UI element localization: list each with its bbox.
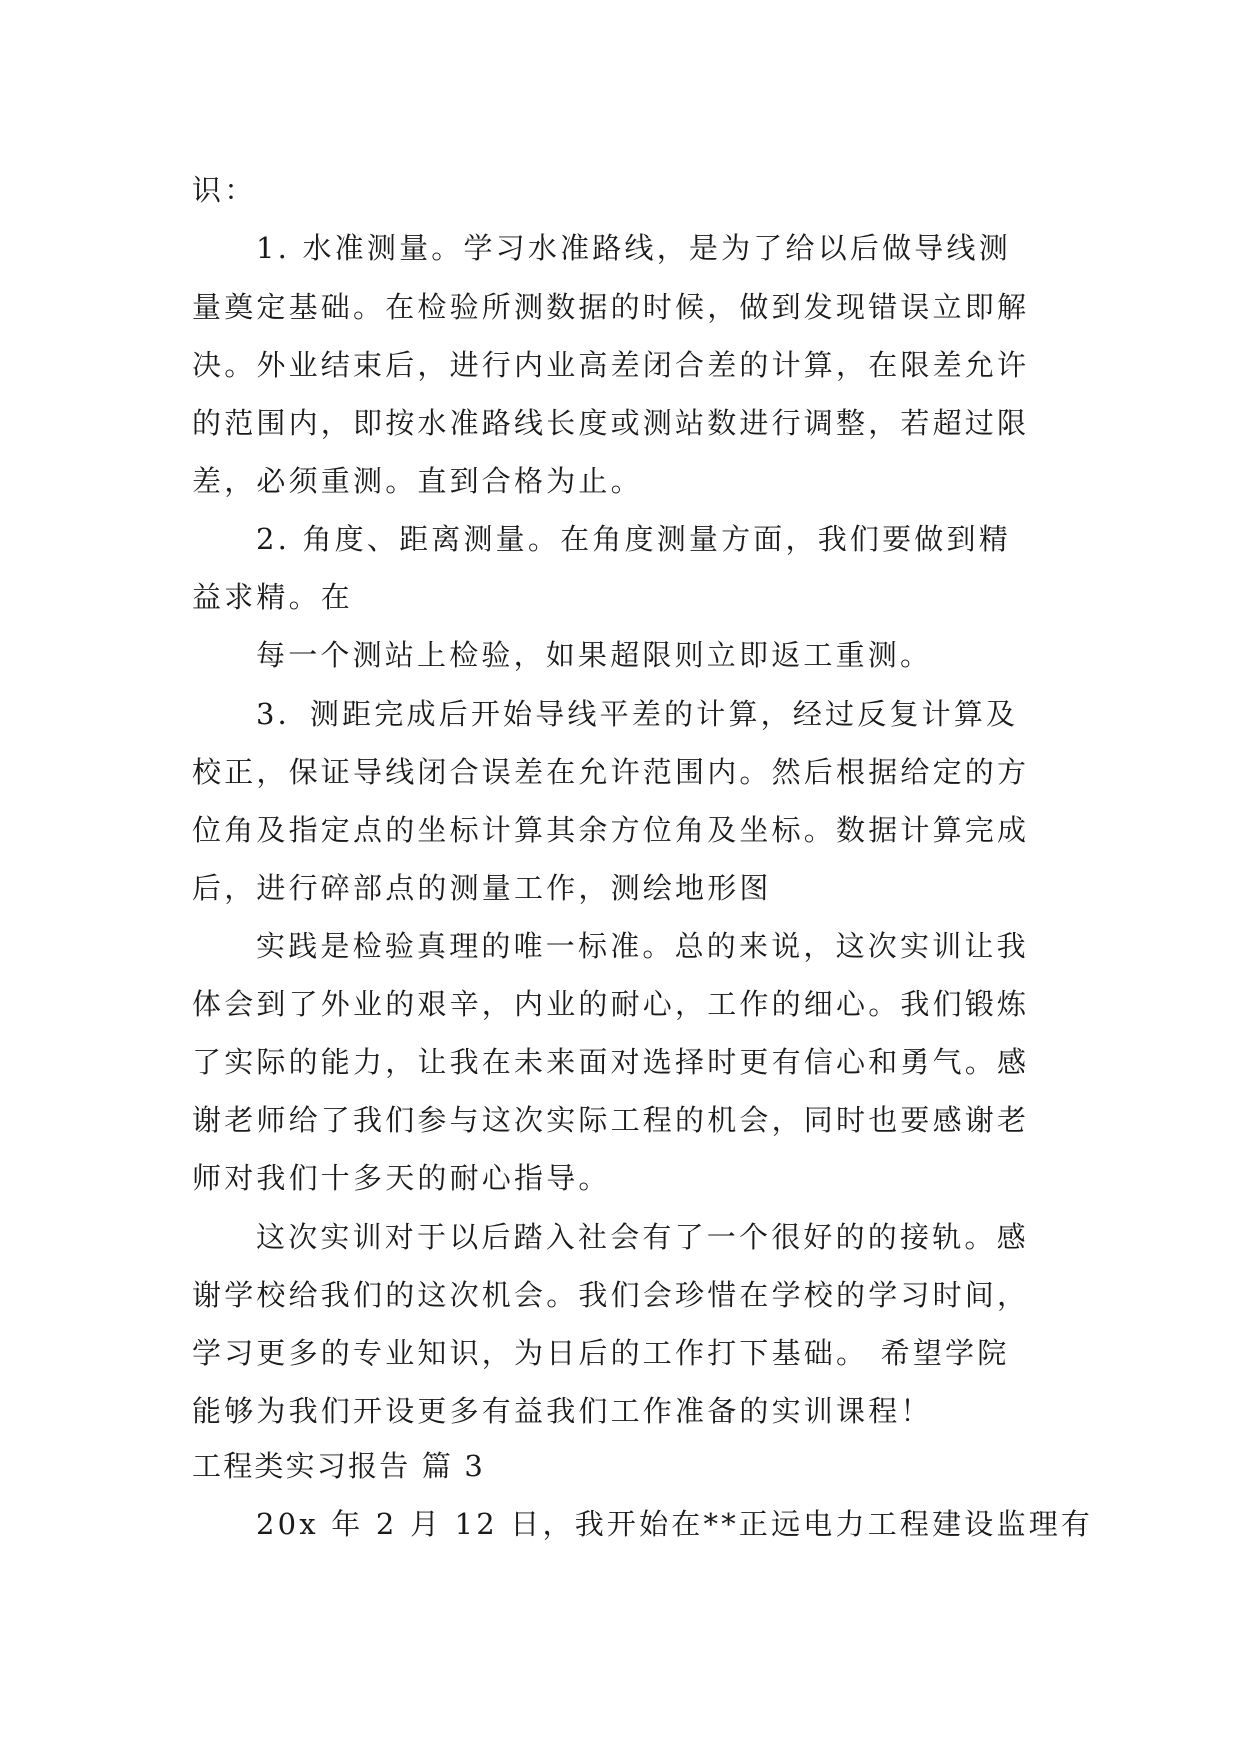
text-line: 后，进行碎部点的测量工作，测绘地形图 [192,871,772,905]
text-line: 体会到了外业的艰辛，内业的耐心，工作的细心。我们锻炼 [192,987,1030,1021]
text-line: 识： [192,173,257,207]
section-heading: 工程类实习报告 篇 3 [192,1449,486,1483]
text-line: 决。外业结束后，进行内业高差闭合差的计算，在限差允许 [192,348,1030,382]
text-line: 20x 年 2 月 12 日，我开始在**正远电力工程建设监理有 [256,1507,1094,1541]
text-line: 能够为我们开设更多有益我们工作准备的实训课程！ [192,1394,933,1428]
text-line: 1. 水准测量。学习水准路线，是为了给以后做导线测 [256,231,1011,265]
text-line: 实践是检验真理的唯一标准。总的来说，这次实训让我 [256,929,1029,963]
text-line: 每一个测站上检验，如果超限则立即返工重测。 [256,638,933,672]
text-line: 师对我们十多天的耐心指导。 [192,1161,611,1195]
text-line: 2. 角度、距离测量。在角度测量方面，我们要做到精 [256,522,1011,556]
text-line: 谢老师给了我们参与这次实际工程的机会，同时也要感谢老 [192,1103,1030,1137]
text-line: 量奠定基础。在检验所测数据的时候，做到发现错误立即解 [192,290,1030,324]
text-line: 谢学校给我们的这次机会。我们会珍惜在学校的学习时间， [192,1278,1030,1312]
text-line: 校正，保证导线闭合误差在允许范围内。然后根据给定的方 [192,755,1030,789]
text-line: 这次实训对于以后踏入社会有了一个很好的的接轨。感 [256,1220,1029,1254]
text-line: 了实际的能力，让我在未来面对选择时更有信心和勇气。感 [192,1045,1030,1079]
text-line: 益求精。在 [192,580,354,614]
text-line: 学习更多的专业知识，为日后的工作打下基础。 希望学院 [192,1336,1010,1370]
text-line: 位角及指定点的坐标计算其余方位角及坐标。数据计算完成 [192,813,1030,847]
text-line: 差，必须重测。直到合格为止。 [192,464,643,498]
text-line: 3．测距完成后开始导线平差的计算，经过反复计算及 [256,697,1019,731]
text-line: 的范围内，即按水准路线长度或测站数进行调整，若超过限 [192,406,1030,440]
